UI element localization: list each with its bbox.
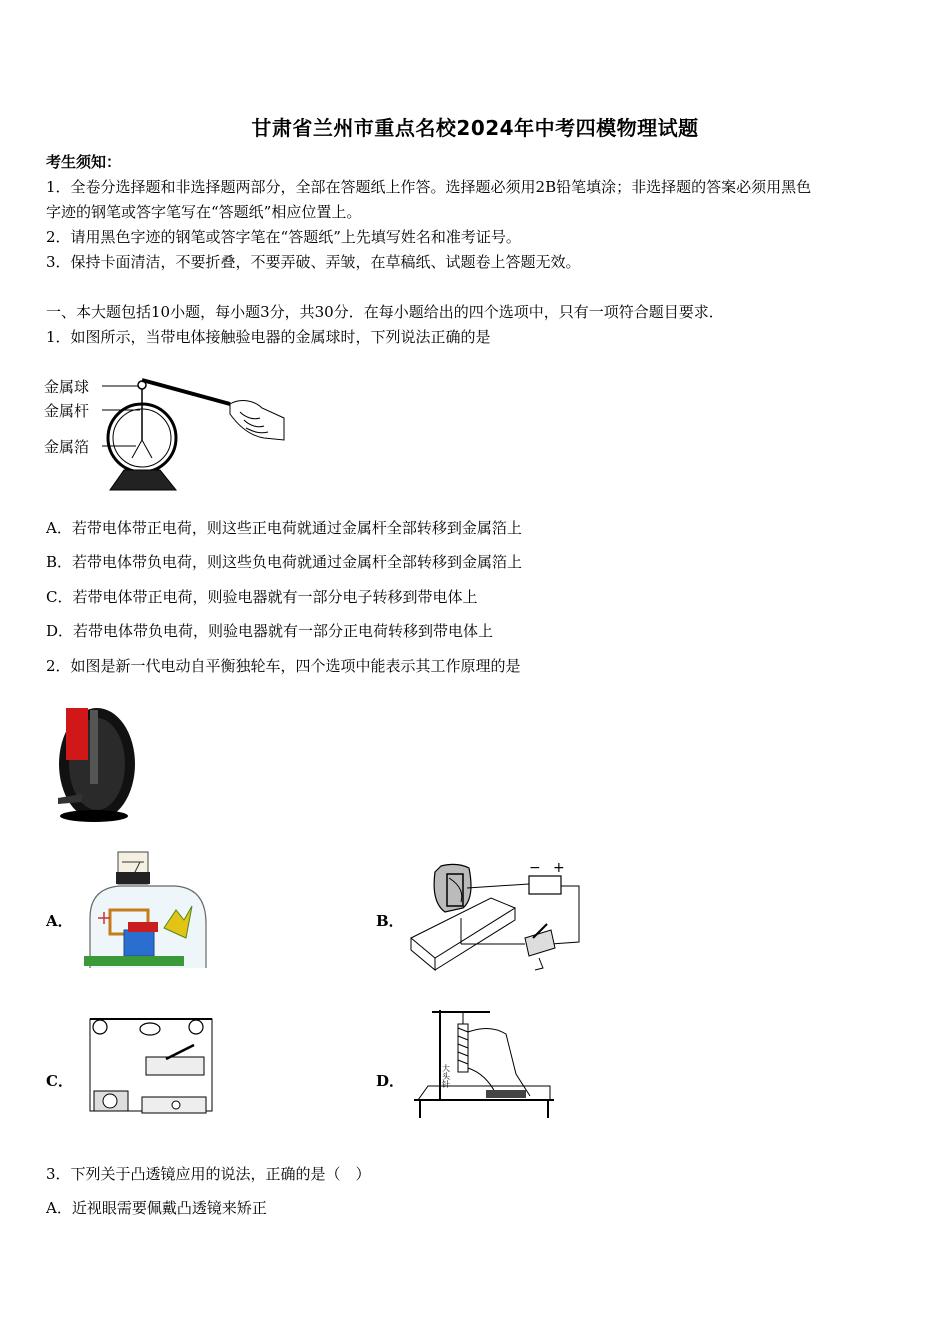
question-2-option-c-label: C．: [46, 1072, 73, 1090]
question-1-option-a: A．若带电体带正电荷，则这些正电荷就通过金属杆全部转移到金属箔上: [46, 519, 522, 537]
question-1-stem: 1．如图所示，当带电体接触验电器的金属球时，下列说法正确的是: [46, 328, 491, 346]
option-d-electromagnet-figure: [410, 1004, 560, 1122]
label-metal-rod: 金属杆: [44, 402, 90, 420]
question-1-option-b: B．若带电体带负电荷，则这些负电荷就通过金属杆全部转移到金属箔上: [46, 553, 523, 571]
label-metal-foil: 金属箔: [44, 438, 90, 456]
option-b-motor-figure: [405, 858, 590, 976]
question-2-option-d-label: D．: [376, 1072, 405, 1090]
question-2-option-b-label: B．: [376, 912, 404, 930]
question-3-option-a: A．近视眼需要佩戴凸透镜来矫正: [46, 1199, 267, 1217]
question-1-option-c: C．若带电体带正电荷，则验电器就有一部分电子转移到带电体上: [46, 588, 478, 606]
notice-heading: 考生须知：: [46, 153, 122, 171]
label-pins: 大头针: [441, 1064, 451, 1088]
notice-item: 3．保持卡面清洁，不要折叠，不要弄破、弄皱，在草稿纸、试题卷上答题无效。: [46, 253, 581, 271]
electroscope-figure: [40, 368, 290, 494]
section-heading: 一、本大题包括10小题，每小题3分，共30分．在每小题给出的四个选项中，只有一项符合题目要求．: [46, 303, 724, 321]
notice-item: 2．请用黑色字迹的钢笔或答字笔在“答题纸”上先填写姓名和准考证号。: [46, 228, 521, 246]
svg-text:−: −: [529, 860, 541, 876]
label-metal-ball: 金属球: [44, 378, 90, 396]
option-c-circuit-figure: [80, 1005, 220, 1120]
notice-item: 1．全卷分选择题和非选择题两部分，全部在答题纸上作答。选择题必须用2B铅笔填涂；非选择题的答案必须用黑色: [46, 178, 812, 196]
page-title: 甘肃省兰州市重点名校2024年中考四模物理试题: [251, 116, 699, 140]
question-3-stem: 3．下列关于凸透镜应用的说法，正确的是（ ）: [46, 1165, 371, 1183]
svg-text:+: +: [553, 860, 565, 876]
question-2-option-a-label: A．: [46, 912, 73, 930]
notice-item: 字迹的钢笔或答字笔写在“答题纸”相应位置上。: [46, 203, 362, 221]
option-a-generator-figure: [80, 848, 210, 973]
unicycle-image: [52, 700, 142, 825]
question-2-stem: 2．如图是新一代电动自平衡独轮车，四个选项中能表示其工作原理的是: [46, 657, 521, 675]
question-1-option-d: D．若带电体带负电荷，则验电器就有一部分正电荷转移到带电体上: [46, 622, 494, 640]
